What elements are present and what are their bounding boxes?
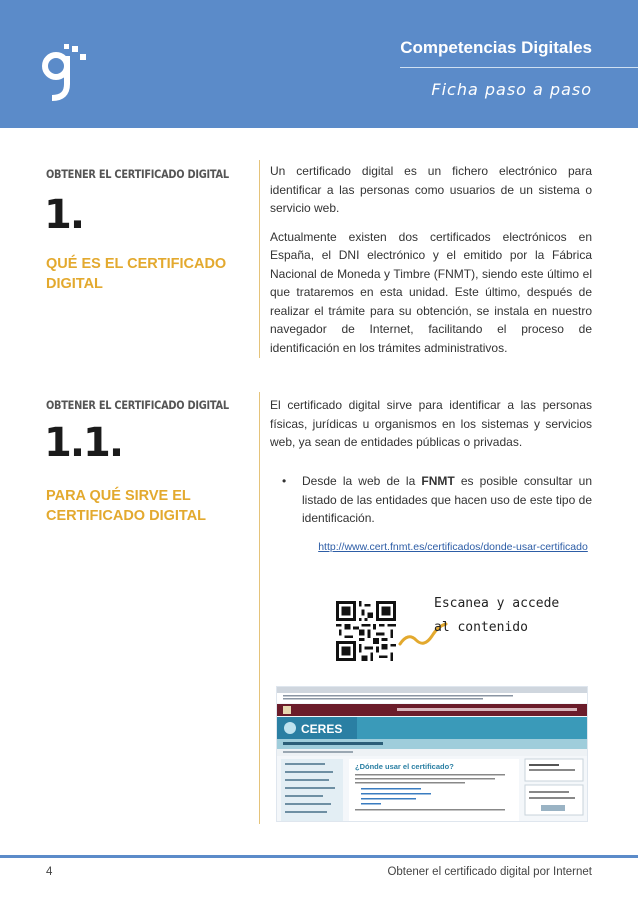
bullet-text: Desde la web de la FNMT es posible consultar un listado de las entidades que hacen uso de este tipo de identificación. (302, 474, 593, 525)
scan-caption-line-2: al contenido (434, 620, 528, 635)
section-2-title: PARA QUÉ SIRVE EL CERTIFICADO DIGITAL (46, 488, 207, 524)
section-1-paragraph: Actualmente existen dos certificados electrónicos en España, el DNI electrónico y el emitido por la Fábrica Nacional de Moneda y Timbre (FNMT), siendo este último el que trataremos en esta unidad. Este último, después de realizar el trámite para su obtención, se instala en nuestro navegador de Internet, facilitando el proceso de identificación en los trámites administrativos. (270, 229, 592, 355)
bullet-dot: • (282, 474, 287, 488)
fnmt-website-screenshot (276, 686, 588, 822)
footer-divider (0, 855, 638, 858)
page-number: 4 (46, 866, 53, 878)
section-2-label: OBTENER EL CERTIFICADO DIGITAL (46, 398, 229, 412)
donde-usar-certificado-link[interactable]: http://www.cert.fnmt.es/certificados/donde-usar-certificado (318, 541, 588, 553)
fnmt-bullet (282, 472, 592, 528)
scan-caption-line-1: Escanea y accede (434, 596, 560, 611)
screenshot-heading: ¿Dónde usar el certificado? (355, 762, 454, 771)
section-1-number: 1. (44, 192, 84, 238)
section-1-title: QUÉ ES EL CERTIFICADO DIGITAL (46, 256, 227, 292)
section-2-paragraph: El certificado digital sirve para identificar a las personas físicas, jurídicas u organismos en los sistemas y servicios web, ya sean de entidades públicas o privadas. (270, 398, 592, 449)
ceres-banner: CERES (301, 722, 343, 736)
section-2-body (270, 396, 592, 462)
footer-title: Obtener el certificado digital por Internet (387, 866, 592, 878)
section-1-divider (259, 160, 260, 358)
header-title: Competencias Digitales (400, 38, 592, 57)
section-2-divider (259, 392, 260, 824)
header-divider (400, 67, 638, 68)
section-1-body (270, 162, 592, 367)
section-1-paragraph: Un certificado digital es un fichero electrónico para identificar a las personas como usuarios de un sistema o servicio web. (270, 164, 592, 215)
section-2-number: 1.1. (44, 420, 123, 466)
header-subtitle: Ficha paso a paso (431, 80, 592, 99)
page-header (0, 0, 638, 128)
qr-code-icon (336, 601, 396, 661)
competencias-digitales-logo (42, 44, 92, 104)
fnmt-bold: FNMT (421, 474, 455, 488)
section-1-label: OBTENER EL CERTIFICADO DIGITAL (46, 167, 229, 181)
